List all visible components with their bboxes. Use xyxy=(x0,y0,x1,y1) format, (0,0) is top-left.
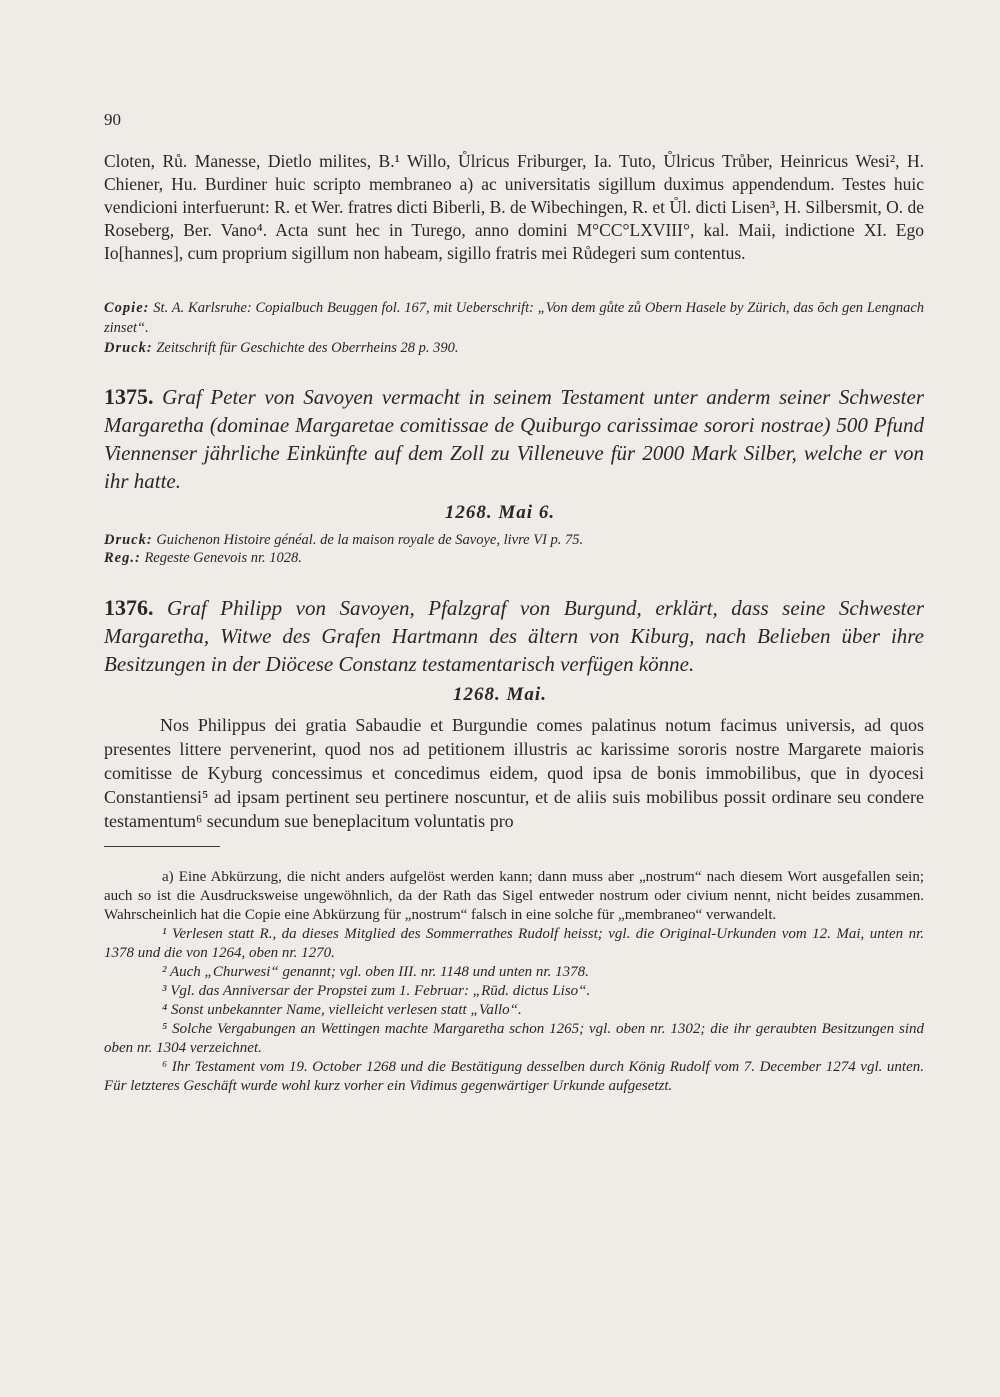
entry-1375-druck-label: Druck: xyxy=(104,532,153,548)
entry-1376-number: 1376. xyxy=(104,595,154,620)
druck-note xyxy=(104,338,924,358)
entry-1375-druck-text: Guichenon Histoire généal. de la maison royale de Savoye, livre VI p. 75. xyxy=(156,532,584,548)
entry-1375-summary xyxy=(104,383,924,495)
entry-1375-date: 1268. Mai 6. xyxy=(444,502,556,523)
druck-label: Druck: xyxy=(104,340,153,356)
charter-continuation-text: Cloten, Rů. Manesse, Dietlo milites, B.¹ Willo, Ůlricus Friburger, Ia. Tuto, Ůlricus Trůber, Heinricus Wesi², H. Chiener, Hu. Burdiner huic scripto membraneo a) ac universitatis sigillum duximus appendendum. Testes huic vendicioni interfuerunt: R. et Wer. fratres dicti Biberli, B. de Wibechingen, R. et Ůl. dicti Lisen³, H. Silbersmit, O. de Roseberg, Ber. Vano⁴. Acta sunt hec in Turego, anno domini M°CC°LXVIII°, kal. Maii, indictione XI. Ego Io[hannes], cum proprium sigillum non habeam, sigillo fratris mei Růdegeri sum contentus. xyxy=(104,151,924,263)
entry-1375-reg xyxy=(104,548,924,568)
footnote-4: ⁴ Sonst unbekannter Name, vielleicht verlesen statt „Vallo“. xyxy=(162,1002,522,1018)
page-number: 90 xyxy=(104,110,121,129)
copie-text: St. A. Karlsruhe: Copialbuch Beuggen fol. 167, mit Ueberschrift: „Von dem gůte zů Obern Hasele by Zürich, das ŏch gen Lengnach zinset“. xyxy=(104,300,925,336)
entry-1375-reg-text: Regeste Genevois nr. 1028. xyxy=(144,550,302,566)
entry-1375-number: 1375. xyxy=(104,384,154,409)
footnote-2: ² Auch „Churwesi“ genannt; vgl. oben III. nr. 1148 und unten nr. 1378. xyxy=(162,964,589,980)
entry-1375-druck xyxy=(104,530,924,550)
footnote-6: ⁶ Ihr Testament vom 19. October 1268 und die Bestätigung desselben durch König Rudolf vom 7. December 1274 vgl. unten. Für letzteres Geschäft wurde wohl kurz vorher ein Vidimus gegenwärtiger Urkunde aufgesetzt. xyxy=(104,1059,924,1094)
entry-1376-summary-text: Graf Philipp von Savoyen, Pfalzgraf von Burgund, erklärt, dass seine Schwester Margaretha, Witwe des Grafen Hartmann des ältern von Kiburg, nach Belieben über ihre Besitzungen in der Diöcese Constanz testamentarisch verfügen könne. xyxy=(104,596,924,676)
entry-1375-summary-text: Graf Peter von Savoyen vermacht in seinem Testament unter anderm seiner Schwester Margaretha (dominae Margaretae comitissae de Quiburgo carissimae sorori nostrae) 500 Pfund Viennenser jährliche Einkünfte auf dem Zoll zu Villeneuve für 2000 Mark Silber, welche er von ihr hatte. xyxy=(104,385,924,493)
entry-1376-summary xyxy=(104,594,924,678)
copie-label: Copie: xyxy=(104,300,150,316)
entry-1375-reg-label: Reg.: xyxy=(104,550,141,566)
footnote-separator xyxy=(104,846,220,847)
druck-text: Zeitschrift für Geschichte des Oberrheins 28 p. 390. xyxy=(156,340,459,356)
footnote-3: ³ Vgl. das Anniversar der Propstei zum 1. Februar: „Rūd. dictus Liso“. xyxy=(162,983,591,999)
footnote-5: ⁵ Solche Vergabungen an Wettingen machte Margaretha schon 1265; vgl. oben nr. 1302; die ihr geraubten Besitzungen sind oben nr. 1304 verzeichnet. xyxy=(104,1021,924,1056)
copie-note xyxy=(104,298,924,338)
entry-1376-charter xyxy=(104,713,924,833)
footnotes xyxy=(104,868,924,1096)
entry-1376-charter-text: Nos Philippus dei gratia Sabaudie et Burgundie comes palatinus notum facimus universis, ad quos presentes littere pervenerint, quod nos ad petitionem illustris ac karissime sororis nostre Margarete maioris comitisse de Kyburg concessimus et concedimus eidem, quod ipsa de bonis immobilibus, que in dyocesi Constantiensi⁵ ad ipsam pertinent seu pertinere noscuntur, et de aliis suis mobilibus possit ordinare seu condere testamentum⁶ secundum sue beneplacitum voluntatis pro xyxy=(104,715,924,831)
charter-continuation xyxy=(104,150,924,265)
entry-1376-date: 1268. Mai. xyxy=(453,684,547,705)
footnote-a: a) Eine Abkürzung, die nicht anders aufgelöst werden kann; dann muss aber „nostrum“ nach diesem Wort ausgefallen sein; auch so ist die Ausdrucksweise ungewöhnlich, da der Rath das Sigel entweder nostrum oder civium nennt, nicht beides zusammen. Wahrscheinlich hat die Copie eine Abkürzung für „nostrum“ falsch in eine solche für „membraneo“ verwandelt. xyxy=(104,869,924,923)
footnote-1: ¹ Verlesen statt R., da dieses Mitglied des Sommerrathes Rudolf heisst; vgl. die Original-Urkunden vom 12. Mai, unten nr. 1378 und die von 1264, oben nr. 1270. xyxy=(104,926,924,961)
